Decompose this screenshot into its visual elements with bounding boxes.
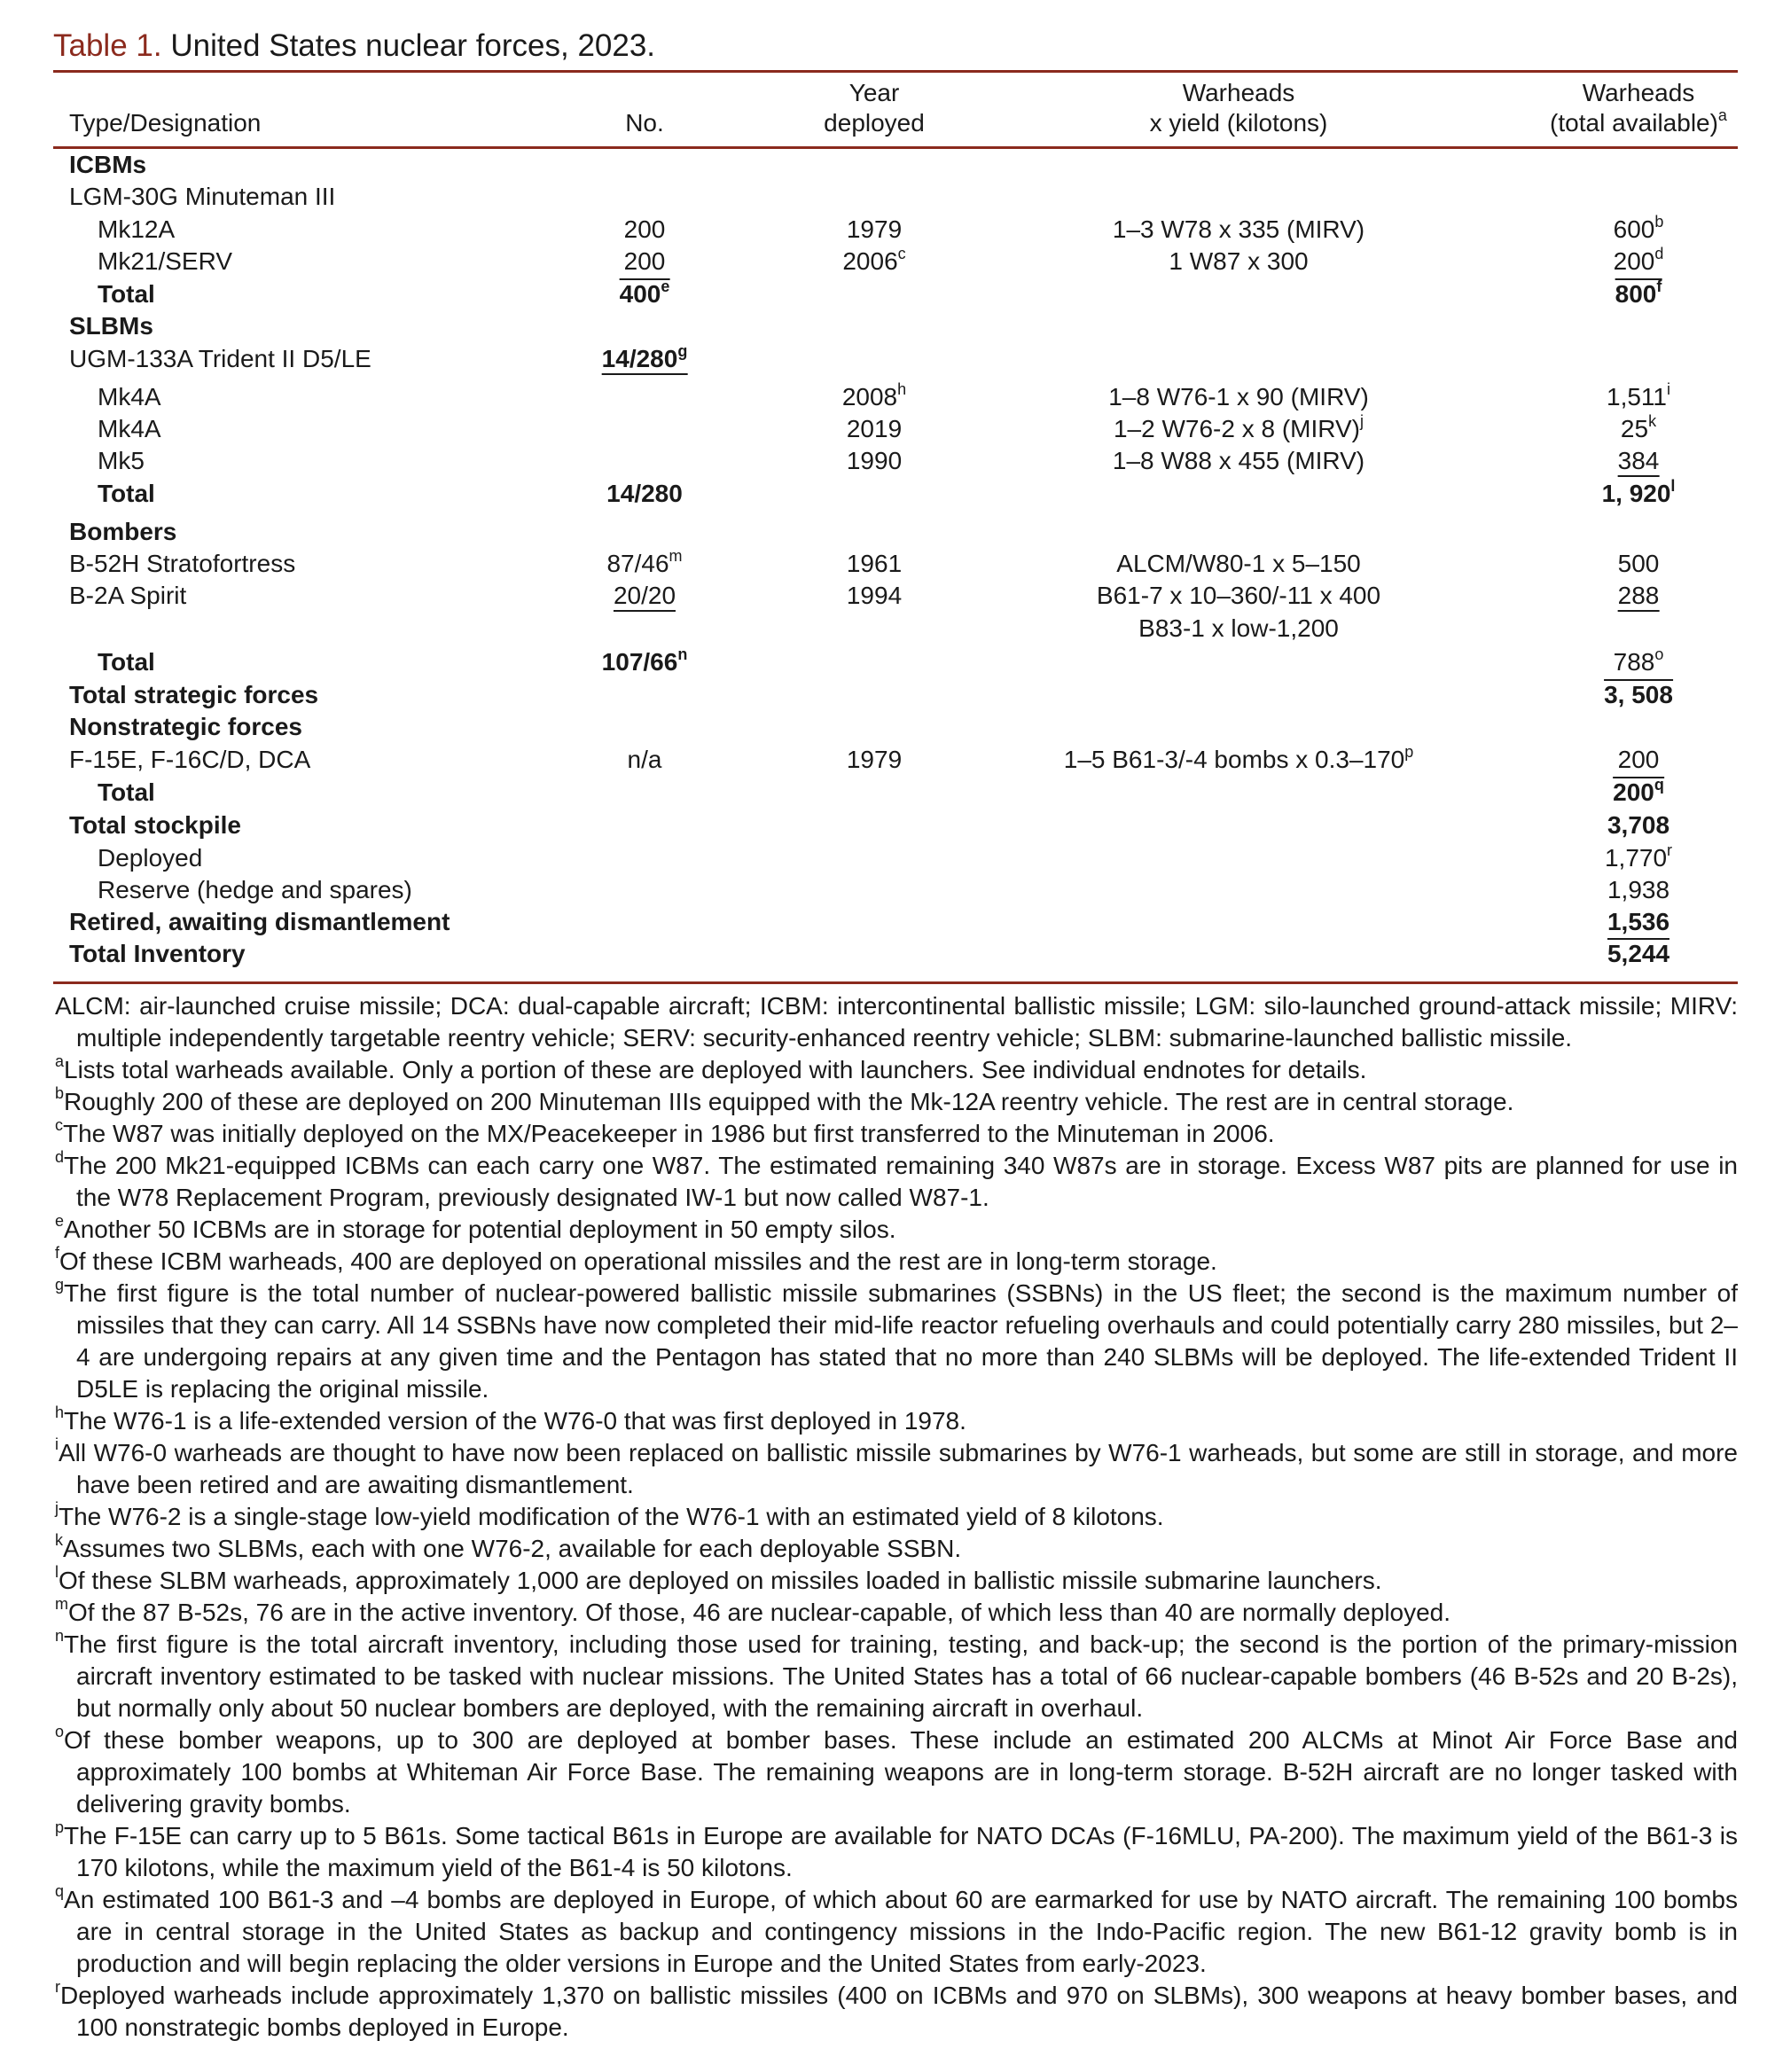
cell-type-designation: Mk4A: [98, 415, 161, 442]
cell-warheads-total-value: [1618, 582, 1660, 612]
cell-warheads-total-value: [1607, 811, 1669, 839]
cell-warheads-total: [1618, 445, 1660, 477]
cell-year-deployed-text: 1990: [846, 447, 903, 474]
table-row: [0, 310, 1775, 342]
cell-warheads-yield-value: [1169, 247, 1308, 275]
footnote-text: Of these bomber weapons, up to 300 are deployed at bomber bases. These include an estimated 200 ALCMs at Minot Air Force Base and approximately 100 bombs at Whiteman Air Force Base. The remaining weapons are in long-term storage. B-52H aircraft are no longer tasked with delivering gravity bombs.: [64, 1726, 1738, 1818]
cell-number-text: 200: [623, 215, 666, 243]
table-row: [0, 516, 1775, 548]
cell-type-designation: Mk12A: [98, 215, 176, 243]
footnote: [55, 1820, 1738, 1884]
cell-type-designation: Total: [98, 280, 155, 308]
cell-warheads-yield-value: [1113, 447, 1364, 474]
footnote-text: All W76-0 warheads are thought to have now been replaced on ballistic missile submarines by W76-1 warheads, but some are still in storage, and more have been retired and are awaiting dismantlement.: [59, 1439, 1738, 1498]
table-row: [0, 711, 1775, 743]
cell-warheads-total: [1607, 381, 1670, 413]
cell-warheads-total: [1607, 809, 1669, 841]
footnote-mark: g: [677, 341, 688, 360]
cell-warheads-total: [1615, 278, 1662, 310]
footnote-text: The first figure is the total number of nuclear-powered ballistic missile submarines (SSBNs) in the US fleet; the second is the maximum number of missiles that they can carry. All 14 SSBNs have now completed their mid-life reactor refueling overhauls and could potentially carry 280 missiles, but 2–4 are undergoing repairs at any given time and the Pentagon has stated that no more than 240 SLBMs will be deployed. The life-extended Trident II D5LE is replacing the original missile.: [64, 1279, 1738, 1403]
table-footnotes: [55, 990, 1738, 2044]
cell-type-designation: Mk4A: [98, 383, 161, 410]
cell-type-designation: Total stockpile: [69, 811, 241, 839]
cell-warheads-total: [1604, 679, 1673, 711]
header-total-available-line2: [1550, 108, 1727, 138]
header-warheads-yield-line1: Warheads: [1182, 79, 1295, 106]
table-row: [0, 181, 1775, 213]
cell-warheads-yield: [1097, 580, 1380, 612]
table-row: [0, 580, 1775, 612]
cell-year-deployed-text: 2019: [846, 415, 903, 442]
cell-type-designation: Total Inventory: [69, 940, 246, 967]
cell-year-deployed-text: 2008: [841, 383, 898, 410]
cell-year-deployed-text: 1979: [846, 746, 903, 773]
cell-number: [620, 278, 670, 310]
cell-warheads-yield-value: [1113, 215, 1364, 243]
cell-warheads-yield: [1064, 744, 1414, 776]
cell-warheads-yield-text: ALCM/W80-1 x 5–150: [1116, 550, 1361, 577]
footnote-mark: a: [55, 1052, 65, 1070]
cell-warheads-total-value: [1607, 876, 1669, 903]
header-number: No.: [625, 109, 664, 137]
cell-year-deployed-value: [842, 244, 906, 275]
cell-year-deployed: [847, 445, 902, 477]
table-row: [0, 809, 1775, 841]
cell-warheads-yield-value: [1138, 614, 1339, 642]
table-row: [0, 777, 1775, 809]
header-total-available-text: (total available): [1550, 109, 1718, 137]
footnote-mark: j: [55, 1498, 59, 1517]
footnote: [55, 1530, 1738, 1565]
cell-warheads-total-text: 384: [1617, 447, 1660, 474]
cell-number: [602, 343, 688, 375]
cell-type-designation: B-52H Stratofortress: [69, 550, 296, 577]
cell-number-text: 400: [619, 280, 661, 308]
cell-warheads-yield-text: B61-7 x 10–360/-11 x 400: [1096, 582, 1381, 609]
footnote-text: Of these SLBM warheads, approximately 1,000 are deployed on missiles loaded in ballistic missile submarine launchers.: [59, 1567, 1382, 1594]
cell-warheads-total: [1618, 548, 1660, 580]
cell-warheads-total-value: [1607, 908, 1669, 935]
footnote: [55, 1275, 1738, 1405]
cell-warheads-total-text: 600: [1613, 215, 1655, 243]
cell-year-deployed-value: [847, 582, 902, 609]
cell-warheads-yield: [1138, 613, 1339, 645]
cell-warheads-total-text: 1,536: [1607, 908, 1670, 935]
cell-warheads-yield-value: [1108, 383, 1369, 410]
cell-warheads-yield-text: 1 W87 x 300: [1169, 247, 1309, 275]
cell-type-designation: Nonstrategic forces: [69, 713, 302, 740]
table-row: [0, 381, 1775, 413]
cell-type-designation: Total strategic forces: [69, 681, 319, 708]
footnote: [55, 1115, 1738, 1150]
cell-warheads-yield-value: [1113, 411, 1364, 442]
cell-warheads-yield-text: B83-1 x low-1,200: [1138, 614, 1339, 642]
table-title: United States nuclear forces, 2023.: [170, 28, 656, 63]
cell-year-deployed-value: [847, 215, 902, 243]
footnote-text: Assumes two SLBMs, each with one W76-2, available for each deployable SSBN.: [63, 1535, 962, 1562]
footnote-text: The first figure is the total aircraft inventory, including those used for training, testing, and back-up; the second is the portion of the primary-mission aircraft inventory estimated to be tasked with nuclear missions. The United States has a total of 66 nuclear-capable bombers (46 B-52s and 20 B-2s), but normally only about 50 nuclear bombers are deployed, with the remaining aircraft in overhaul.: [64, 1630, 1738, 1722]
cell-number: [624, 246, 666, 278]
cell-warheads-total-value: [1615, 278, 1662, 308]
cell-type-designation: Total: [98, 778, 155, 806]
header-type-designation: Type/Designation: [69, 109, 262, 137]
cell-year-deployed-text: 2006: [842, 247, 898, 275]
table-row: [0, 842, 1775, 874]
cell-warheads-yield: [1169, 246, 1308, 278]
footnote-text: Of these ICBM warheads, 400 are deployed on operational missiles and the rest are in long-term storage.: [59, 1247, 1217, 1275]
footnote-mark: p: [55, 1818, 65, 1836]
cell-warheads-total-value: [1613, 244, 1664, 275]
table-caption: [53, 27, 655, 66]
footnote-mark: i: [1667, 379, 1670, 398]
footnote: [55, 1594, 1738, 1629]
cell-warheads-total-text: 288: [1617, 582, 1660, 609]
cell-year-deployed: [847, 548, 902, 580]
cell-warheads-yield-value: [1063, 742, 1414, 773]
footnote-mark: o: [55, 1722, 65, 1740]
cell-warheads-total-text: 500: [1617, 550, 1660, 577]
cell-warheads-yield-text: 1–8 W76-1 x 90 (MIRV): [1108, 383, 1369, 410]
cell-type-designation: Total: [98, 480, 155, 507]
footnote-mark: m: [55, 1594, 68, 1613]
table-row: [0, 613, 1775, 645]
cell-warheads-total-text: 200: [1617, 746, 1660, 773]
cell-number-text: 14/280: [601, 345, 678, 372]
cell-number-text: n/a: [627, 746, 662, 773]
cell-warheads-total-value: [1618, 550, 1660, 577]
footnote-text: Roughly 200 of these are deployed on 200 Minuteman IIIs equipped with the Mk-12A reentry vehicle. The rest are in central storage.: [64, 1088, 1514, 1115]
table-row: [0, 744, 1775, 776]
footnote-mark: r: [55, 1977, 60, 1996]
cell-year-deployed: [842, 246, 905, 278]
cell-warheads-total-value: [1620, 411, 1657, 442]
header-year-line1: Year: [848, 79, 900, 106]
footnote-mark: d: [1654, 244, 1664, 262]
cell-warheads-total-value: [1601, 476, 1676, 507]
table-row: [0, 278, 1775, 310]
cell-warheads-total-text: 1,770: [1604, 844, 1668, 872]
cell-type-designation: UGM-133A Trident II D5/LE: [69, 345, 371, 372]
cell-number-value: [620, 278, 670, 308]
cell-type-designation: Deployed: [98, 844, 203, 872]
table-row: [0, 445, 1775, 477]
footnote-mark: g: [55, 1275, 65, 1294]
top-rule: [53, 70, 1738, 73]
cell-type-designation: F-15E, F-16C/D, DCA: [69, 746, 311, 773]
cell-year-deployed-text: 1994: [846, 582, 903, 609]
footnote-mark: f: [55, 1243, 60, 1262]
cell-warheads-total-value: [1604, 679, 1673, 708]
cell-type-designation: Total: [98, 648, 155, 676]
footnote-mark: i: [55, 1435, 59, 1453]
footnote: [55, 1498, 1738, 1533]
cell-warheads-total: [1607, 906, 1669, 938]
cell-number-value: [606, 546, 683, 577]
cell-warheads-yield: [1113, 445, 1364, 477]
footnote: [55, 1054, 1738, 1086]
cell-year-deployed: [847, 413, 902, 445]
cell-year-deployed-value: [841, 379, 907, 410]
header-footnote-mark: a: [1717, 106, 1727, 124]
cell-number: [606, 548, 682, 580]
cell-number-value: [614, 582, 676, 612]
cell-warheads-total: [1607, 938, 1669, 970]
cell-warheads-total-text: 1, 920: [1601, 480, 1671, 507]
footnote: [55, 1626, 1738, 1724]
cell-number-text: 87/46: [606, 550, 669, 577]
table-row: [0, 478, 1775, 510]
cell-warheads-total-text: 788: [1613, 648, 1655, 676]
header-year-line2: deployed: [824, 109, 925, 137]
footnote: [55, 1881, 1738, 1980]
footnote-mark: d: [55, 1147, 65, 1166]
cell-warheads-total-value: [1613, 212, 1664, 243]
footnote-text: Of the 87 B-52s, 76 are in the active inventory. Of those, 46 are nuclear-capable, of which less than 40 are normally deployed.: [68, 1599, 1451, 1626]
footnote-mark: b: [55, 1083, 65, 1102]
cell-number-value: [606, 480, 683, 507]
footnote-text: The W76-2 is a single-stage low-yield modification of the W76-1 with an estimated yield of 8 kilotons.: [59, 1503, 1164, 1530]
footnote-text: Lists total warheads available. Only a portion of these are deployed with launchers. See individual endnotes for details.: [64, 1056, 1367, 1083]
cell-warheads-yield-value: [1116, 550, 1360, 577]
cell-warheads-total: [1602, 478, 1676, 510]
cell-warheads-total-text: 200: [1613, 247, 1655, 275]
footnote: [55, 1977, 1738, 2044]
footnote-text: The F-15E can carry up to 5 B61s. Some tactical B61s in Europe are available for NATO DCAs (F-16MLU, PA-200). The maximum yield of the B61-3 is 170 kilotons, while the maximum yield of the B61-4 is 50 kilotons.: [64, 1822, 1738, 1881]
cell-year-deployed-text: 1961: [846, 550, 903, 577]
cell-year-deployed-value: [847, 415, 902, 442]
footnote-mark: e: [661, 277, 670, 295]
cell-warheads-total: [1621, 413, 1656, 445]
footnote-mark: e: [55, 1211, 65, 1230]
table-row: [0, 938, 1775, 970]
cell-warheads-total: [1614, 214, 1664, 246]
table-row: [0, 548, 1775, 580]
cell-type-designation: Reserve (hedge and spares): [98, 876, 412, 903]
cell-warheads-total-text: 3,708: [1607, 811, 1670, 839]
cell-number-value: [601, 341, 688, 375]
cell-number-value: [624, 215, 666, 243]
cell-warheads-yield-value: [1097, 582, 1380, 609]
table-row: [0, 679, 1775, 711]
footnote-mark: k: [55, 1530, 63, 1549]
footnote: [55, 1147, 1738, 1214]
cell-number-value: [601, 645, 688, 676]
cell-number-text: 107/66: [601, 648, 678, 676]
footnote: [55, 1083, 1738, 1118]
cell-year-deployed-value: [847, 447, 902, 474]
cell-number-value: [624, 247, 666, 275]
footnote-mark: c: [897, 244, 906, 262]
cell-warheads-yield: [1108, 381, 1369, 413]
cell-warheads-total-value: [1613, 645, 1664, 676]
footnote-mark: o: [1654, 645, 1664, 663]
cell-warheads-yield-text: 1–8 W88 x 455 (MIRV): [1112, 447, 1365, 474]
footnote: [55, 1211, 1738, 1246]
table-row: [0, 246, 1775, 278]
cell-year-deployed-value: [847, 746, 902, 773]
cell-warheads-yield-text: 1–5 B61-3/-4 bombs x 0.3–170: [1063, 746, 1405, 773]
cell-warheads-total-value: [1604, 841, 1673, 872]
table-row: [0, 149, 1775, 181]
table-row: [0, 343, 1775, 375]
cell-warheads-total: [1613, 777, 1664, 809]
cell-warheads-total: [1618, 580, 1660, 612]
footnote-text: An estimated 100 B61-3 and –4 bombs are deployed in Europe, of which about 60 are earmarked for use by NATO aircraft. The remaining 100 bombs are in central storage in the United States as backup and contingency missions in the Indo-Pacific region. The new B61-12 gravity bomb is in production and will begin replacing the older versions in Europe and the United States from early-2023.: [64, 1886, 1738, 1977]
footnote: [55, 1243, 1738, 1278]
footnote-mark: r: [1667, 841, 1673, 859]
cell-warheads-total-value: [1607, 379, 1670, 410]
cell-number: [606, 478, 683, 510]
cell-number: [602, 646, 688, 678]
cell-number: [628, 744, 662, 776]
cell-warheads-total-text: 1,511: [1607, 383, 1667, 410]
cell-number-text: 200: [623, 247, 666, 275]
footnote-mark: c: [55, 1115, 63, 1134]
cell-year-deployed-value: [847, 550, 902, 577]
cell-type-designation: LGM-30G Minuteman III: [69, 183, 336, 210]
cell-warheads-total-text: 25: [1620, 415, 1649, 442]
cell-warheads-yield: [1113, 214, 1364, 246]
cell-type-designation: Bombers: [69, 518, 177, 545]
cell-warheads-total-text: 3, 508: [1604, 681, 1673, 708]
cell-warheads-total-text: 200: [1613, 778, 1654, 806]
footnote-mark: l: [55, 1562, 59, 1581]
cell-warheads-yield-text: 1–2 W76-2 x 8 (MIRV): [1113, 415, 1361, 442]
cell-warheads-total-value: [1613, 777, 1664, 806]
cell-warheads-yield: [1114, 413, 1364, 445]
footnote: [55, 1405, 1738, 1437]
cell-year-deployed: [847, 214, 902, 246]
cell-warheads-total-text: 1,938: [1607, 876, 1670, 903]
table-row: [0, 906, 1775, 938]
cell-warheads-total-value: [1618, 447, 1660, 477]
cell-warheads-total-value: [1607, 938, 1669, 967]
footnote-mark: b: [1654, 212, 1664, 231]
footnote-mark: l: [1670, 476, 1676, 495]
cell-year-deployed: [842, 381, 906, 413]
footnote-mark: f: [1656, 277, 1662, 295]
cell-number-text: 14/280: [606, 480, 683, 507]
cell-type-designation: SLBMs: [69, 312, 153, 340]
cell-warheads-yield: [1116, 548, 1360, 580]
cell-year-deployed: [847, 580, 902, 612]
footnote-mark: h: [897, 379, 907, 398]
footnote: [55, 1437, 1738, 1501]
footnote: [55, 1562, 1738, 1597]
header-total-available-line1: Warheads: [1582, 79, 1695, 106]
cell-number: [624, 214, 666, 246]
cell-type-designation: Retired, awaiting dismantlement: [69, 908, 450, 935]
cell-warheads-total: [1605, 842, 1672, 874]
cell-warheads-total-text: 5,244: [1607, 940, 1670, 967]
cell-number-text: 20/20: [613, 582, 676, 609]
footnote-mark: k: [1648, 411, 1657, 430]
cell-type-designation: ICBMs: [69, 151, 147, 178]
footnote-mark: q: [1654, 775, 1664, 794]
table-row: [0, 874, 1775, 906]
footnote: [55, 990, 1738, 1054]
bottom-rule: [53, 981, 1738, 984]
footnote: [55, 1724, 1738, 1820]
footnote-text: The 200 Mk21-equipped ICBMs can each carry one W87. The estimated remaining 340 W87s are in storage. Excess W87 pits are planned for use in the W78 Replacement Program, previously designated IW-1 but now called W87-1.: [64, 1152, 1738, 1211]
cell-warheads-total: [1614, 646, 1664, 678]
footnote-mark: n: [677, 645, 688, 663]
footnote-text: The W87 was initially deployed on the MX/Peacekeeper in 1986 but first transferred to the Minuteman in 2006.: [63, 1120, 1275, 1147]
footnote-mark: n: [55, 1626, 65, 1645]
table-row: [0, 413, 1775, 445]
footnote-text: Another 50 ICBMs are in storage for potential deployment in 50 empty silos.: [64, 1216, 896, 1243]
table-label: Table 1.: [53, 28, 162, 63]
cell-type-designation: Mk5: [98, 447, 145, 474]
footnote-mark: q: [55, 1881, 65, 1900]
cell-warheads-total-text: 800: [1615, 280, 1657, 308]
cell-warheads-total: [1618, 744, 1660, 776]
footnote-mark: j: [1360, 411, 1364, 430]
footnote-text: The W76-1 is a life-extended version of the W76-0 that was first deployed in 1978.: [64, 1407, 966, 1435]
cell-number-value: [628, 746, 662, 773]
header-warheads-yield-line2: x yield (kilotons): [1149, 109, 1328, 137]
cell-type-designation: B-2A Spirit: [69, 582, 187, 609]
footnote-mark: m: [669, 546, 683, 565]
table-row: [0, 214, 1775, 246]
cell-year-deployed: [847, 744, 902, 776]
footnote-text: ALCM: air-launched cruise missile; DCA: dual-capable aircraft; ICBM: intercontinental ballistic missile; LGM: silo-launched ground-attack missile; MIRV: multiple independently targetable reentry vehicle; SERV: security-enhanced reentry vehicle; SLBM: submarine-launched ballistic missile.: [55, 992, 1738, 1052]
cell-warheads-yield-text: 1–3 W78 x 335 (MIRV): [1112, 215, 1365, 243]
footnote-mark: h: [55, 1403, 65, 1421]
cell-year-deployed-text: 1979: [846, 215, 903, 243]
cell-warheads-total: [1607, 874, 1669, 906]
cell-type-designation: Mk21/SERV: [98, 247, 232, 275]
cell-warheads-total: [1614, 246, 1664, 278]
cell-warheads-total-value: [1618, 746, 1660, 773]
cell-number: [614, 580, 676, 612]
footnote-mark: p: [1404, 742, 1414, 761]
table-row: [0, 646, 1775, 678]
footnote-text: Deployed warheads include approximately 1,370 on ballistic missiles (400 on ICBMs and 970 on SLBMs), 300 weapons at heavy bomber bases, and 100 nonstrategic bombs deployed in Europe.: [60, 1982, 1738, 2041]
